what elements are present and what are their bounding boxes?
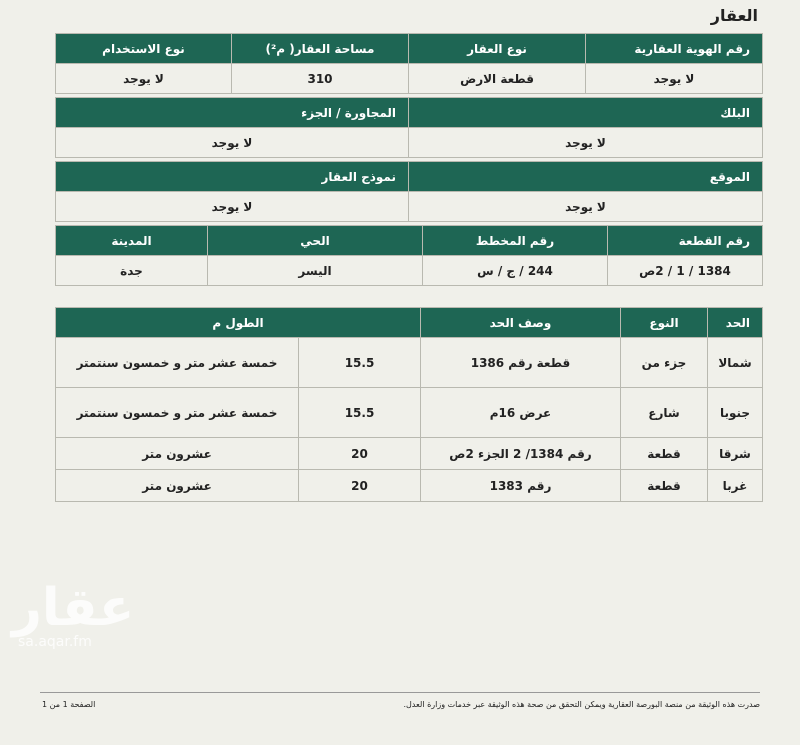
watermark-url: sa.aqar.fm [18,634,92,650]
value-property-type: قطعة الارض [409,64,586,94]
value-property-model: لا يوجد [56,192,409,222]
boundary-side: شرقا [708,438,763,470]
boundary-description: رقم 1383 [421,470,621,502]
boundary-type: جزء من [621,338,708,388]
value-neighborhood-part: لا يوجد [56,128,409,158]
table-row [56,338,763,388]
value-city: جدة [56,256,208,286]
boundary-length: 20 [299,438,421,470]
property-info-table-4 [55,225,763,286]
header-length: الطول م [56,308,421,338]
value-property-id: لا يوجد [586,64,763,94]
header-neighborhood-part: المجاورة / الجزء [56,98,409,128]
header-property-area: مساحة العقار( م²) [232,34,409,64]
boundary-type: شارع [621,388,708,438]
boundary-description: قطعة رقم 1386 [421,338,621,388]
boundary-description: رقم 1384/ 2 الجزء 2ص [421,438,621,470]
footer-note: صدرت هذه الوثيقة من منصة البورصة العقارية ويمكن التحقق من صحة هذه الوثيقة عبر خدمات وزارة العدل. [403,700,760,709]
value-block: لا يوجد [409,128,763,158]
header-city: المدينة [56,226,208,256]
table-row [56,470,763,502]
boundary-side: غربا [708,470,763,502]
boundary-description: عرض 16م [421,388,621,438]
boundary-length: 20 [299,470,421,502]
boundary-side: شمالا [708,338,763,388]
header-usage-type: نوع الاستخدام [56,34,232,64]
boundary-side: جنوبا [708,388,763,438]
header-type: النوع [621,308,708,338]
header-boundary: الحد [708,308,763,338]
aqar-logo: عقار [12,578,135,638]
section-title: العقار [710,6,758,25]
header-location: الموقع [409,162,763,192]
property-info-table-2 [55,97,763,158]
boundary-length-text: عشرون متر [56,438,299,470]
value-plot-number: 1384 / 1 / 2ص [608,256,763,286]
aqar-watermark [12,578,134,650]
header-property-model: نموذج العقار [56,162,409,192]
value-property-area: 310 [232,64,409,94]
header-description: وصف الحد [421,308,621,338]
boundary-length: 15.5 [299,388,421,438]
header-property-type: نوع العقار [409,34,586,64]
header-block: البلك [409,98,763,128]
property-info-table-1 [55,33,763,94]
header-plot-number: رقم القطعة [608,226,763,256]
value-location: لا يوجد [409,192,763,222]
table-row [56,438,763,470]
boundaries-table [55,307,763,502]
boundary-length-text: عشرون متر [56,470,299,502]
property-info-table-3 [55,161,763,222]
header-plan-number: رقم المخطط [423,226,608,256]
footer-divider [40,692,760,693]
value-district: اليسر [208,256,423,286]
boundary-type: قطعة [621,438,708,470]
page-number: الصفحة 1 من 1 [42,700,96,709]
header-district: الحي [208,226,423,256]
boundary-length-text: خمسة عشر متر و خمسون سنتمتر [56,388,299,438]
table-row [56,388,763,438]
boundary-type: قطعة [621,470,708,502]
value-plan-number: 244 / ج / س [423,256,608,286]
header-property-id: رقم الهوية العقارية [586,34,763,64]
value-usage-type: لا يوجد [56,64,232,94]
boundary-length-text: خمسة عشر متر و خمسون سنتمتر [56,338,299,388]
boundary-length: 15.5 [299,338,421,388]
